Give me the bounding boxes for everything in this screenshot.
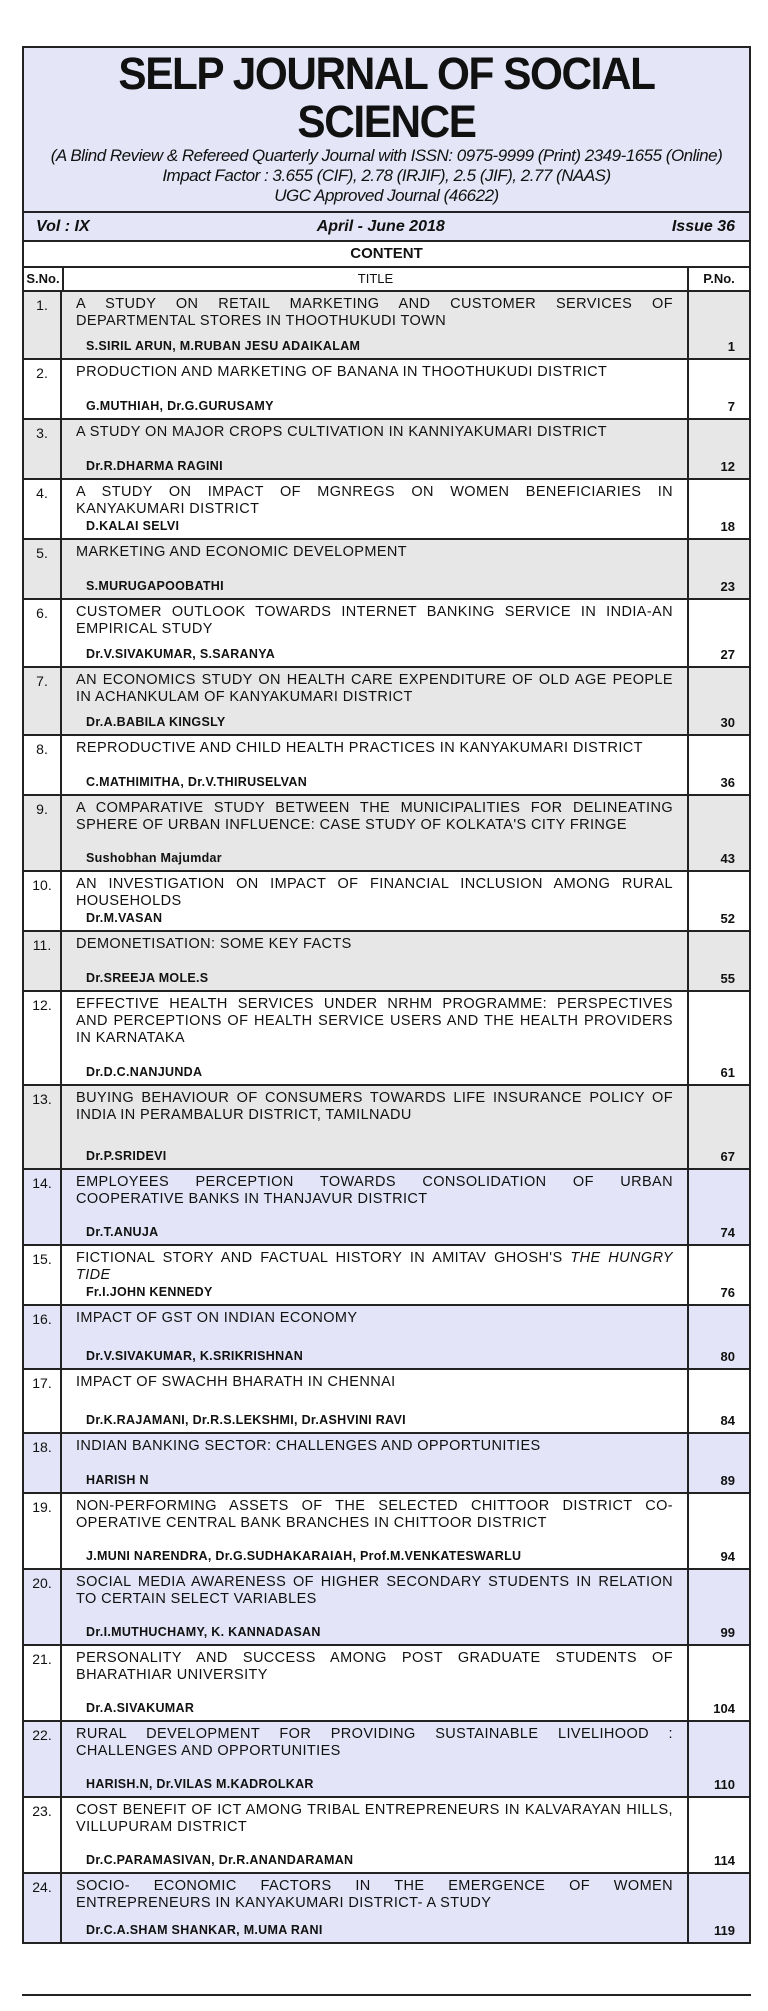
issue-number: Issue 36 (671, 217, 735, 235)
entry-authors: Fr.I.JOHN KENNEDY (86, 1285, 213, 1299)
entry-page-number: 61 (720, 1065, 735, 1080)
entry-title-cell (62, 1246, 689, 1304)
table-row (24, 1798, 749, 1874)
entry-page-number: 114 (714, 1853, 735, 1868)
entry-number: 10. (24, 872, 62, 930)
entry-title-cell (62, 992, 689, 1084)
entry-title-cell (62, 1722, 689, 1796)
entry-title-cell (62, 1874, 689, 1942)
entry-title-cell (62, 1434, 689, 1492)
entry-number: 15. (24, 1246, 62, 1304)
bottom-rule (22, 1994, 751, 1996)
entry-title-cell (62, 1086, 689, 1168)
table-row (24, 1722, 749, 1798)
entry-title-cell (62, 540, 689, 598)
entry-title: AN INVESTIGATION ON IMPACT OF FINANCIAL INCLUSION AMONG RURAL HOUSEHOLDS (76, 876, 673, 909)
entry-title-cell (62, 668, 689, 734)
entry-page-number: 36 (720, 775, 735, 790)
table-row (24, 1570, 749, 1646)
entry-authors: Dr.V.SIVAKUMAR, S.SARANYA (86, 647, 276, 661)
entry-authors: J.MUNI NARENDRA, Dr.G.SUDHAKARAIAH, Prof.M.VENKATESWARLU (86, 1549, 522, 1563)
journal-title: SELP JOURNAL OF SOCIAL SCIENCE (118, 48, 655, 147)
entry-title-cell (62, 292, 689, 358)
table-row (24, 1874, 749, 1944)
table-row (24, 1170, 749, 1246)
entry-page-number: 30 (720, 715, 735, 730)
entry-page-number: 89 (720, 1473, 735, 1488)
entry-number: 23. (24, 1798, 62, 1872)
entry-page-number: 94 (720, 1549, 735, 1564)
entry-title-cell (62, 1494, 689, 1568)
table-row (24, 420, 749, 480)
entry-authors: S.SIRIL ARUN, M.RUBAN JESU ADAIKALAM (86, 339, 361, 353)
entry-authors: D.KALAI SELVI (86, 519, 180, 533)
entry-title (76, 1250, 673, 1284)
entry-number: 9. (24, 796, 62, 870)
table-row (24, 668, 749, 736)
entry-title: MARKETING AND ECONOMIC DEVELOPMENT (76, 544, 408, 560)
issue-period: April - June 2018 (316, 217, 445, 235)
entry-title-cell (62, 480, 689, 538)
entry-authors: Dr.I.MUTHUCHAMY, K. KANNADASAN (86, 1625, 321, 1639)
entry-number: 2. (24, 360, 62, 418)
entry-page-number: 18 (720, 519, 735, 534)
table-row (24, 480, 749, 540)
entry-title-cell (62, 1370, 689, 1432)
entry-title-cell (62, 932, 689, 990)
entry-page-number: 27 (720, 647, 735, 662)
entry-number: 21. (24, 1646, 62, 1720)
table-row (24, 292, 749, 360)
table-row (24, 992, 749, 1086)
contents-list (24, 292, 749, 1944)
table-row (24, 1246, 749, 1306)
pno-header: P.No. (703, 271, 735, 286)
table-row (24, 872, 749, 932)
entry-title: REPRODUCTIVE AND CHILD HEALTH PRACTICES IN KANYAKUMARI DISTRICT (76, 740, 643, 756)
entry-authors: HARISH N (86, 1473, 149, 1487)
entry-title-cell (62, 1646, 689, 1720)
entry-title-cell (62, 1306, 689, 1368)
entry-title-cell (62, 796, 689, 870)
entry-page-number: 76 (720, 1285, 735, 1300)
entry-page-number: 43 (720, 851, 735, 866)
table-row (24, 1434, 749, 1494)
entry-title: EFFECTIVE HEALTH SERVICES UNDER NRHM PROGRAMME: PERSPECTIVES AND PERCEPTIONS OF HEALTH SERVICE USERS AND THE HEALTH PROVIDERS IN KARNATAKA (76, 996, 673, 1046)
entry-authors: Dr.C.PARAMASIVAN, Dr.R.ANANDARAMAN (86, 1853, 354, 1867)
entry-number: 8. (24, 736, 62, 794)
table-row (24, 600, 749, 668)
column-header (24, 268, 749, 292)
entry-title: A STUDY ON IMPACT OF MGNREGS ON WOMEN BENEFICIARIES IN KANYAKUMARI DISTRICT (76, 484, 673, 517)
entry-page-number: 84 (720, 1413, 735, 1428)
entry-number: 19. (24, 1494, 62, 1568)
contents-sheet (22, 46, 751, 1944)
entry-title: AN ECONOMICS STUDY ON HEALTH CARE EXPENDITURE OF OLD AGE PEOPLE IN ACHANKULAM OF KANYAKUMARI DISTRICT (76, 672, 673, 705)
entry-title: IMPACT OF GST ON INDIAN ECONOMY (76, 1310, 358, 1326)
entry-title: INDIAN BANKING SECTOR: CHALLENGES AND OPPORTUNITIES (76, 1438, 541, 1454)
entry-title-cell (62, 872, 689, 930)
table-row (24, 1494, 749, 1570)
content-heading: CONTENT (24, 242, 749, 268)
entry-title: COST BENEFIT OF ICT AMONG TRIBAL ENTREPRENEURS IN KALVARAYAN HILLS, VILLUPURAM DISTRICT (76, 1802, 673, 1835)
entry-number: 3. (24, 420, 62, 478)
entry-title-cell (62, 1570, 689, 1644)
table-row (24, 1370, 749, 1434)
entry-title: RURAL DEVELOPMENT FOR PROVIDING SUSTAINABLE LIVELIHOOD : CHALLENGES AND OPPORTUNITIES (76, 1726, 673, 1759)
entry-title: IMPACT OF SWACHH BHARATH IN CHENNAI (76, 1374, 396, 1390)
entry-authors: Sushobhan Majumdar (86, 851, 222, 865)
entry-page-number: 12 (720, 459, 735, 474)
table-row (24, 932, 749, 992)
table-row (24, 1306, 749, 1370)
table-row (24, 736, 749, 796)
entry-authors: HARISH.N, Dr.VILAS M.KADROLKAR (86, 1777, 314, 1791)
entry-number: 17. (24, 1370, 62, 1432)
entry-authors: S.MURUGAPOOBATHI (86, 579, 224, 593)
entry-authors: Dr.D.C.NANJUNDA (86, 1065, 203, 1079)
entry-title-cell (62, 1798, 689, 1872)
sno-header: S.No. (24, 268, 64, 290)
entry-page-number: 99 (720, 1625, 735, 1640)
table-row (24, 1646, 749, 1722)
entry-title: A STUDY ON RETAIL MARKETING AND CUSTOMER SERVICES OF DEPARTMENTAL STORES IN THOOTHUKUDI TOWN (76, 296, 673, 329)
entry-number: 14. (24, 1170, 62, 1244)
entry-authors: Dr.P.SRIDEVI (86, 1149, 167, 1163)
entry-page-number: 74 (720, 1225, 735, 1240)
entry-page-number: 23 (720, 579, 735, 594)
entry-title: NON-PERFORMING ASSETS OF THE SELECTED CHITTOOR DISTRICT CO-OPERATIVE CENTRAL BANK BRANCHES IN CHITTOOR DISTRICT (76, 1498, 673, 1531)
entry-page-number: 104 (713, 1701, 735, 1716)
ugc-approval: UGC Approved Journal (46622) (274, 186, 499, 205)
impact-factor: Impact Factor : 3.655 (CIF), 2.78 (IRJIF), 2.5 (JIF), 2.77 (NAAS) (162, 166, 611, 185)
entry-title-cell (62, 600, 689, 666)
entry-authors: Dr.R.DHARMA RAGINI (86, 459, 223, 473)
table-row (24, 540, 749, 600)
entry-page-number: 7 (727, 399, 735, 414)
entry-authors: Dr.A.SIVAKUMAR (86, 1701, 195, 1715)
entry-page-number: 110 (714, 1777, 735, 1792)
entry-title: SOCIO- ECONOMIC FACTORS IN THE EMERGENCE OF WOMEN ENTREPRENEURS IN KANYAKUMARI DISTRICT- A STUDY (76, 1878, 673, 1911)
entry-number: 5. (24, 540, 62, 598)
entry-title: SOCIAL MEDIA AWARENESS OF HIGHER SECONDARY STUDENTS IN RELATION TO CERTAIN SELECT VARIABLES (76, 1574, 673, 1607)
table-row (24, 796, 749, 872)
entry-authors: Dr.SREEJA MOLE.S (86, 971, 209, 985)
volume-label: Vol : IX (36, 217, 90, 235)
entry-number: 18. (24, 1434, 62, 1492)
entry-title-cell (62, 1170, 689, 1244)
table-row (24, 360, 749, 420)
entry-authors: Dr.K.RAJAMANI, Dr.R.S.LEKSHMI, Dr.ASHVINI RAVI (86, 1413, 406, 1427)
entry-page-number: 119 (714, 1923, 735, 1938)
title-header: TITLE (64, 268, 689, 290)
entry-authors: Dr.M.VASAN (86, 911, 163, 925)
entry-authors: Dr.C.A.SHAM SHANKAR, M.UMA RANI (86, 1923, 323, 1937)
entry-title-cell (62, 420, 689, 478)
entry-title: PERSONALITY AND SUCCESS AMONG POST GRADUATE STUDENTS OF BHARATHIAR UNIVERSITY (76, 1650, 673, 1683)
entry-number: 1. (24, 292, 62, 358)
entry-title-cell (62, 360, 689, 418)
entry-title: PRODUCTION AND MARKETING OF BANANA IN THOOTHUKUDI DISTRICT (76, 364, 608, 380)
issue-bar (24, 213, 749, 242)
entry-page-number: 1 (727, 339, 735, 354)
entry-number: 7. (24, 668, 62, 734)
entry-title: DEMONETISATION: SOME KEY FACTS (76, 936, 352, 952)
journal-subtitle: (A Blind Review & Refereed Quarterly Journal with ISSN: 0975-9999 (Print) 2349-1655 (Online) (50, 146, 723, 165)
entry-title: BUYING BEHAVIOUR OF CONSUMERS TOWARDS LIFE INSURANCE POLICY OF INDIA IN PERAMBALUR DISTRICT, TAMILNADU (76, 1090, 673, 1123)
entry-page-number: 55 (720, 971, 735, 986)
entry-title-italic: THE HUNGRY TIDE (76, 1250, 674, 1283)
entry-authors: Dr.V.SIVAKUMAR, K.SRIKRISHNAN (86, 1349, 304, 1363)
entry-authors: C.MATHIMITHA, Dr.V.THIRUSELVAN (86, 775, 308, 789)
entry-authors: G.MUTHIAH, Dr.G.GURUSAMY (86, 399, 274, 413)
entry-number: 4. (24, 480, 62, 538)
entry-number: 22. (24, 1722, 62, 1796)
entry-number: 20. (24, 1570, 62, 1644)
entry-authors: Dr.A.BABILA KINGSLY (86, 715, 226, 729)
entry-number: 24. (24, 1874, 62, 1942)
entry-page-number: 67 (720, 1149, 735, 1164)
entry-title: EMPLOYEES PERCEPTION TOWARDS CONSOLIDATION OF URBAN COOPERATIVE BANKS IN THANJAVUR DISTRICT (76, 1174, 673, 1207)
entry-number: 12. (24, 992, 62, 1084)
table-row (24, 1086, 749, 1170)
entry-authors: Dr.T.ANUJA (86, 1225, 159, 1239)
entry-number: 6. (24, 600, 62, 666)
entry-page-number: 80 (720, 1349, 735, 1364)
entry-title: CUSTOMER OUTLOOK TOWARDS INTERNET BANKING SERVICE IN INDIA-AN EMPIRICAL STUDY (76, 604, 673, 637)
entry-number: 13. (24, 1086, 62, 1168)
entry-title: A STUDY ON MAJOR CROPS CULTIVATION IN KANNIYAKUMARI DISTRICT (76, 424, 608, 440)
entry-number: 16. (24, 1306, 62, 1368)
entry-title-cell (62, 736, 689, 794)
entry-number: 11. (24, 932, 62, 990)
entry-title-main: FICTIONAL STORY AND FACTUAL HISTORY IN AMITAV GHOSH'S (76, 1250, 571, 1266)
entry-page-number: 52 (720, 911, 735, 926)
entry-title: A COMPARATIVE STUDY BETWEEN THE MUNICIPALITIES FOR DELINEATING SPHERE OF URBAN INFLUENCE: CASE STUDY OF KOLKATA'S CITY FRINGE (76, 800, 673, 833)
masthead (24, 48, 749, 213)
